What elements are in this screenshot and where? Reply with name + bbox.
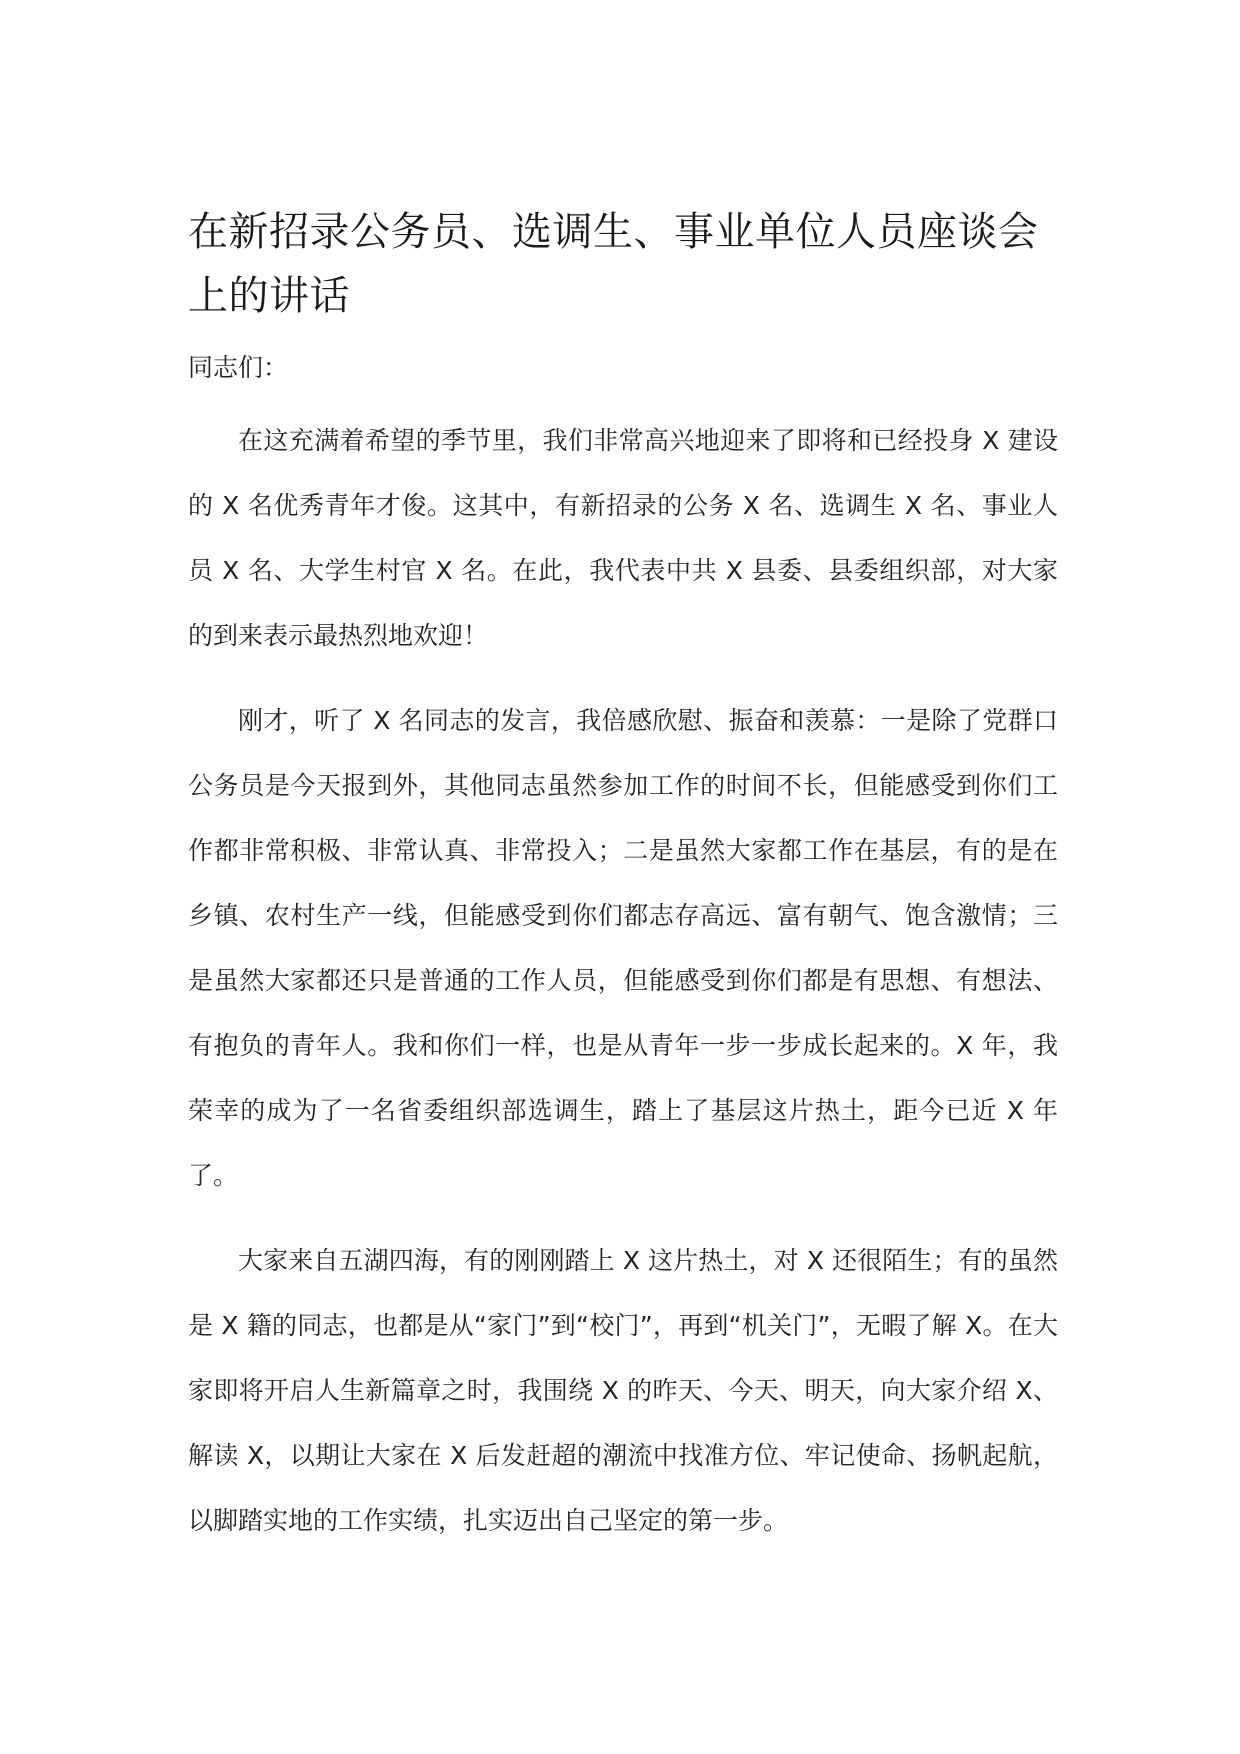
- document-page: [188, 200, 1058, 1553]
- salutation: 同志们：: [188, 353, 289, 382]
- paragraph-1: 在这充满着希望的季节里，我们非常高兴地迎来了即将和已经投身 X 建设的 X 名优秀青年才俊。这其中，有新招录的公务 X 名、选调生 X 名、事业人员 X 名、大学生村官 X 名。在此，我代表中共 X 县委、县委组织部，对大家的到来表示最热烈地欢迎！: [188, 426, 1058, 650]
- paragraph-3: 大家来自五湖四海，有的刚刚踏上 X 这片热土，对 X 还很陌生；有的虽然是 X 籍的同志，也都是从“家门”到“校门”，再到“机关门”，无暇了解 X。在大家即将开启人生新篇章之时，我围绕 X 的昨天、今天、明天，向大家介绍 X、解读 X，以期让大家在 X 后发赶超的潮流中找准方位、牢记使命、扬帆起航，以脚踏实地的工作实绩，扎实迈出自己坚定的第一步。: [188, 1246, 1058, 1535]
- paragraph-2: 刚才，听了 X 名同志的发言，我倍感欣慰、振奋和羡慕：一是除了党群口公务员是今天报到外，其他同志虽然参加工作的时间不长，但能感受到你们工作都非常积极、非常认真、非常投入；二是虽然大家都工作在基层，有的是在乡镇、农村生产一线，但能感受到你们都志存高远、富有朝气、饱含激情；三是虽然大家都还只是普通的工作人员，但能感受到你们都是有思想、有想法、有抱负的青年人。我和你们一样，也是从青年一步一步成长起来的。X 年，我荣幸的成为了一名省委组织部选调生，踏上了基层这片热土，距今已近 X 年了。: [188, 706, 1058, 1190]
- document-title: 在新招录公务员、选调生、事业单位人员座谈会上的讲话: [188, 209, 1039, 319]
